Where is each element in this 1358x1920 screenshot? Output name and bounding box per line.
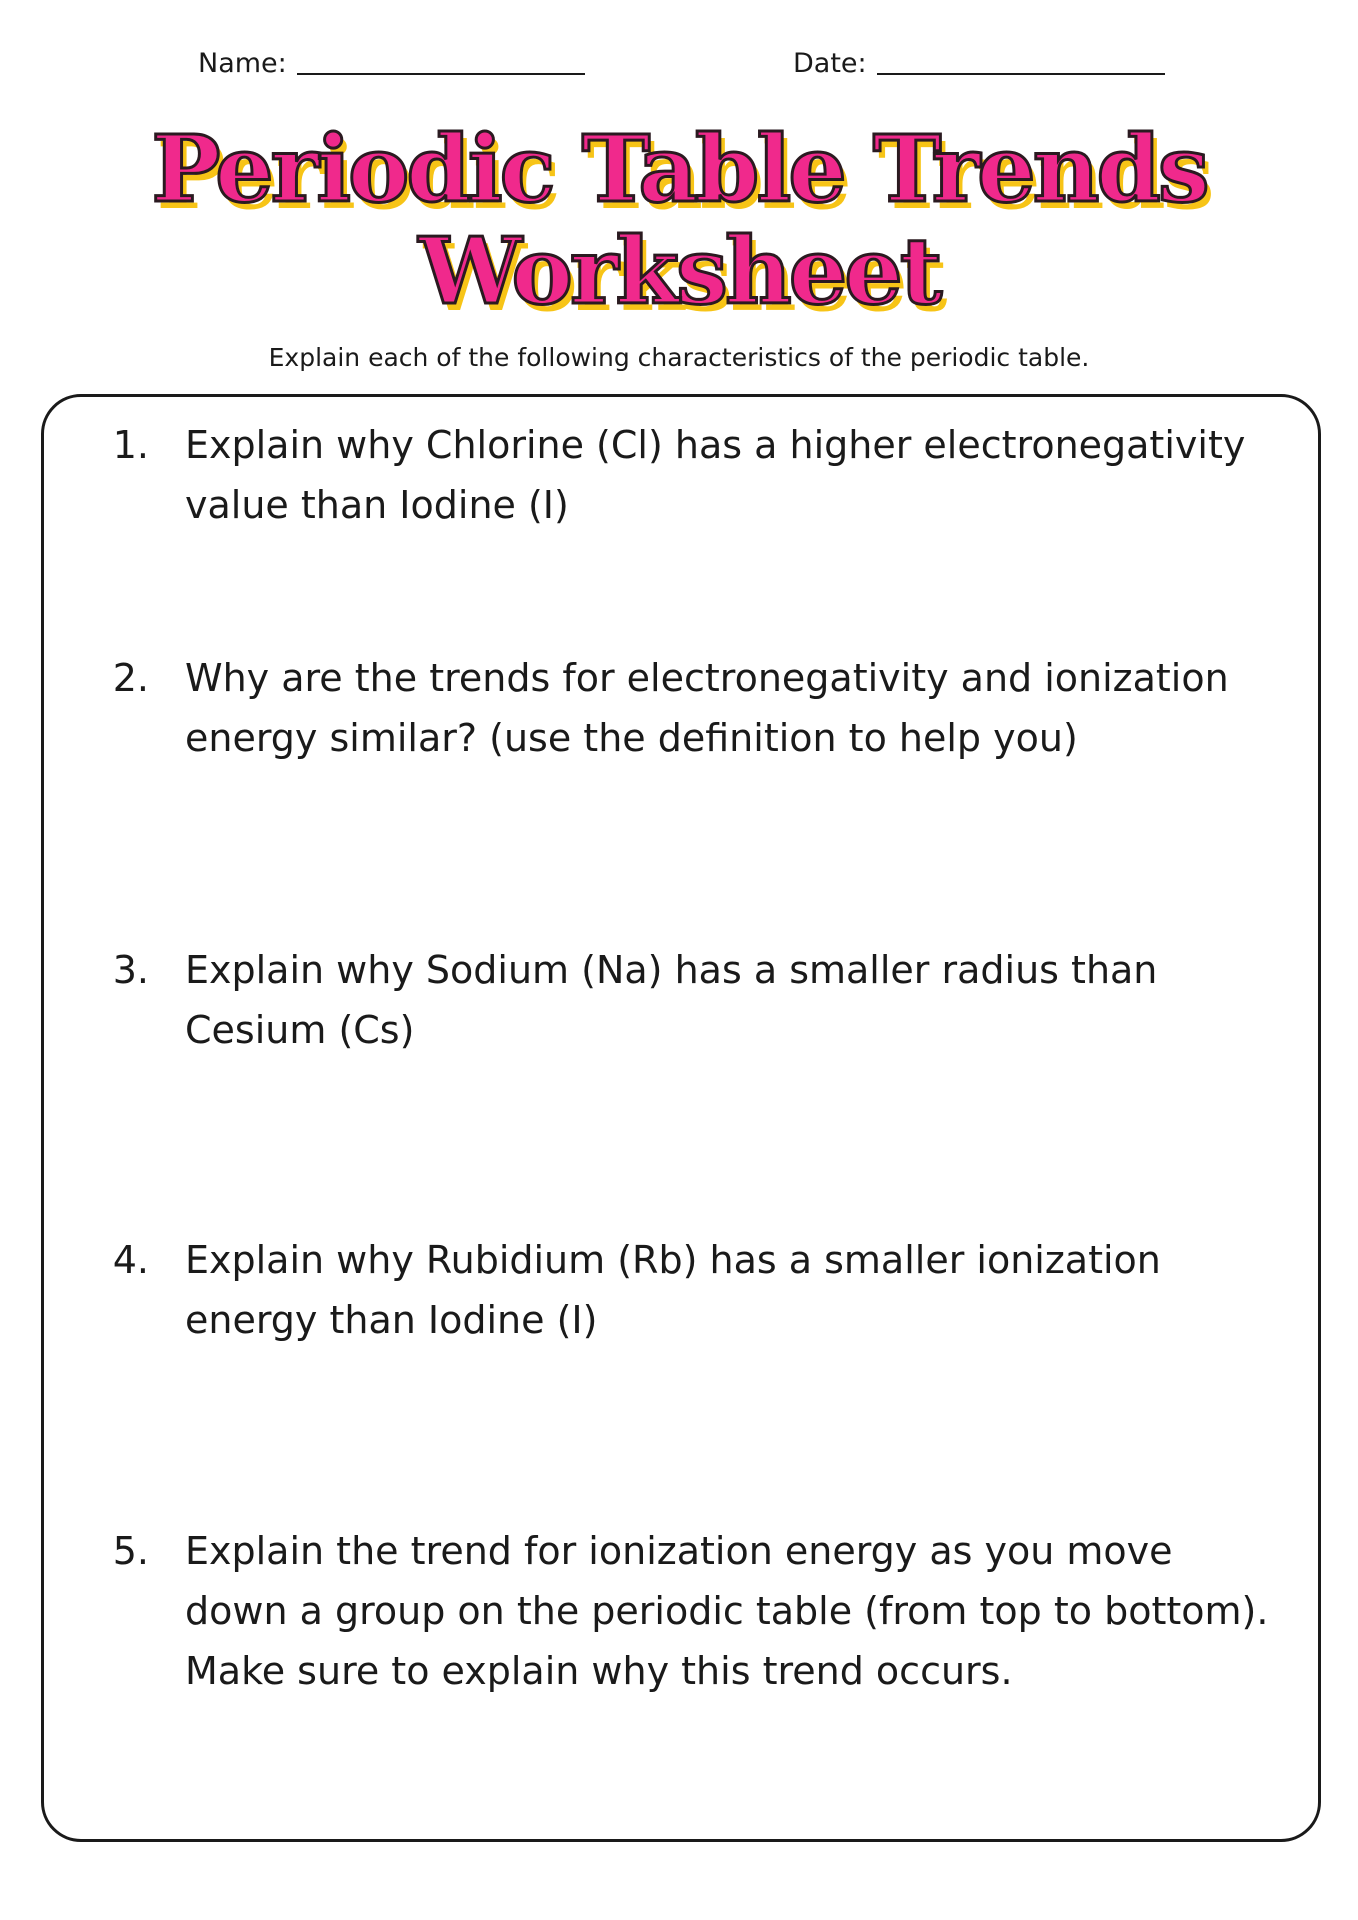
name-blank-line[interactable] (297, 73, 585, 75)
question-text: Explain why Chlorine (Cl) has a higher electronegativity value than Iodine (I) (185, 423, 1246, 527)
name-field[interactable] (198, 48, 585, 79)
instructions-text: Explain each of the following characteristics of the periodic table. (268, 343, 1090, 372)
question-text: Why are the trends for electronegativity and ionization energy similar? (use the definition to help you) (185, 656, 1229, 760)
date-label: Date: (793, 48, 867, 79)
title-line-2: Worksheet (418, 217, 940, 325)
question-2 (80, 648, 1270, 768)
worksheet-title (0, 115, 1358, 325)
question-3 (80, 940, 1270, 1060)
question-1 (80, 415, 1270, 535)
header-fields (0, 48, 1358, 88)
question-number: 3. (112, 948, 149, 992)
question-4 (80, 1230, 1270, 1350)
title-line-1: Periodic Table Trends (151, 115, 1207, 223)
question-number: 4. (112, 1238, 149, 1282)
question-text: Explain the trend for ionization energy as you move down a group on the periodic table (from top to bottom). Make sure to explain why this trend occurs. (185, 1529, 1269, 1693)
question-5 (80, 1521, 1270, 1701)
date-blank-line[interactable] (877, 73, 1165, 75)
question-text: Explain why Sodium (Na) has a smaller radius than Cesium (Cs) (185, 948, 1158, 1052)
question-number: 5. (112, 1529, 149, 1573)
question-number: 1. (112, 423, 149, 467)
question-text: Explain why Rubidium (Rb) has a smaller ionization energy than Iodine (I) (185, 1238, 1161, 1342)
date-field[interactable] (793, 48, 1165, 79)
name-label: Name: (198, 48, 287, 79)
question-number: 2. (112, 656, 149, 700)
